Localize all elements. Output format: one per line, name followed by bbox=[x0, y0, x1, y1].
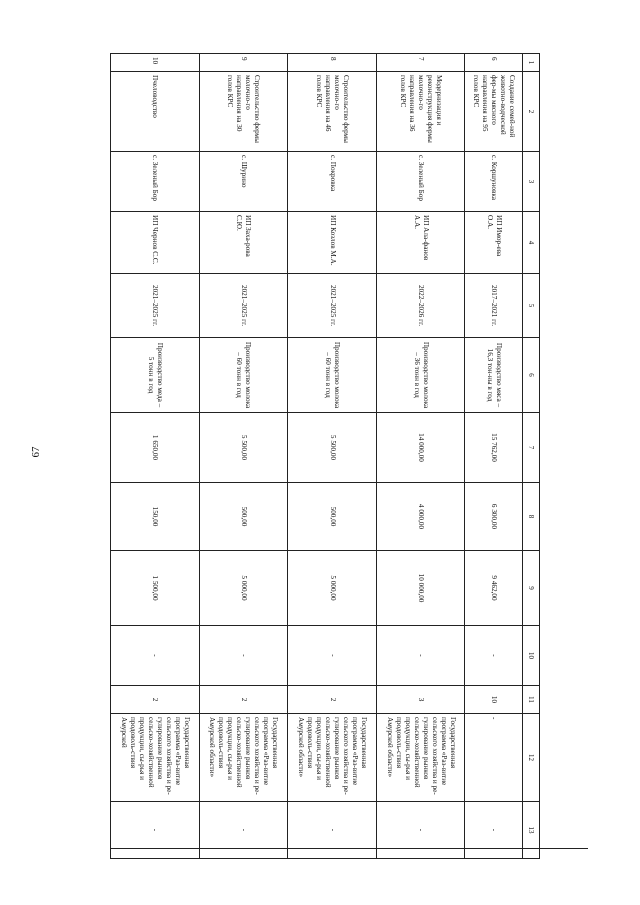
table-row bbox=[288, 54, 377, 859]
table-cell: Производство молока – 36 тонн в год bbox=[376, 338, 465, 413]
bottom-rule bbox=[110, 848, 588, 849]
table-row bbox=[465, 54, 523, 859]
table-cell: ИП Чернов С.С. bbox=[111, 212, 200, 274]
table-cell: Государственная программа «Раз-витие сельского хозяйства и ре-гулирование рынков сельско-хозяйственной продукции, сы-рья и продоволь-ствия Амурской bbox=[111, 714, 200, 802]
table-cell: Модернизация и реконструкция фермы молочно-го направления на 36 голов КРС bbox=[376, 72, 465, 152]
table-row bbox=[376, 54, 465, 859]
table-cell: ИП Козлов М.А. bbox=[288, 212, 377, 274]
table-cell: - bbox=[199, 626, 288, 686]
table-cell: с. Коршуновка bbox=[465, 152, 523, 212]
table-cell: с. Шурино bbox=[199, 152, 288, 212]
table-cell: 9 462,00 bbox=[465, 551, 523, 626]
table-cell: 2 bbox=[111, 686, 200, 714]
table-cell: 2021–2025 гг. bbox=[111, 274, 200, 338]
table-cell: - bbox=[288, 626, 377, 686]
table-cell: - bbox=[465, 802, 523, 859]
column-number-cell: 8 bbox=[523, 483, 540, 551]
column-number-cell: 1 bbox=[523, 54, 540, 72]
table-cell: 4 000,00 bbox=[376, 483, 465, 551]
column-number-row bbox=[523, 54, 540, 859]
column-number-cell: 13 bbox=[523, 802, 540, 859]
table-cell: 1 500,00 bbox=[111, 551, 200, 626]
table-cell: 6 bbox=[465, 54, 523, 72]
table-cell: 9 bbox=[199, 54, 288, 72]
table-cell: Производство молока – 60 тонн в год bbox=[199, 338, 288, 413]
table-cell: 6 300,00 bbox=[465, 483, 523, 551]
table-cell: Государственная программа «Раз-витие сельского хозяйства и ре-гулирование рынков сельско-хозяйственной продукции, сы-рья и продоволь-ствия Амурской области» bbox=[288, 714, 377, 802]
column-number-cell: 12 bbox=[523, 714, 540, 802]
table-cell: 2 bbox=[288, 686, 377, 714]
table-row bbox=[199, 54, 288, 859]
table-cell: - bbox=[465, 714, 523, 802]
column-number-cell: 7 bbox=[523, 413, 540, 483]
table-cell: 2017–2021 гг. bbox=[465, 274, 523, 338]
table-cell: 1 650,00 bbox=[111, 413, 200, 483]
table-cell: 7 bbox=[376, 54, 465, 72]
rotated-table-wrapper bbox=[110, 53, 540, 858]
column-number-cell: 10 bbox=[523, 626, 540, 686]
table-cell: Производство мяса – 16,3 тон-ны в год bbox=[465, 338, 523, 413]
table-cell: 2022–2026 гг. bbox=[376, 274, 465, 338]
table-cell: - bbox=[111, 802, 200, 859]
table-cell: 5 500,00 bbox=[288, 413, 377, 483]
column-number-cell: 9 bbox=[523, 551, 540, 626]
table-cell: 10 bbox=[465, 686, 523, 714]
column-number-cell: 6 bbox=[523, 338, 540, 413]
column-number-cell: 4 bbox=[523, 212, 540, 274]
table-cell: 15 762,00 bbox=[465, 413, 523, 483]
table-cell: - bbox=[465, 626, 523, 686]
table-cell: 150,00 bbox=[111, 483, 200, 551]
table-cell: с. Зеленый Бор bbox=[376, 152, 465, 212]
table-cell: ИП Заха-рова С.Ю. bbox=[199, 212, 288, 274]
column-number-cell: 3 bbox=[523, 152, 540, 212]
table-cell: Производство молока – 60 тонн в год bbox=[288, 338, 377, 413]
table-cell: Пчеловодство bbox=[111, 72, 200, 152]
table-cell: Строительство фермы молочно-го направления на 46 голов КРС bbox=[288, 72, 377, 152]
table-cell: - bbox=[288, 802, 377, 859]
column-number-cell: 11 bbox=[523, 686, 540, 714]
table-cell: - bbox=[376, 802, 465, 859]
table-cell: - bbox=[376, 626, 465, 686]
table-cell: - bbox=[199, 802, 288, 859]
table-cell: 5 000,00 bbox=[199, 551, 288, 626]
table-cell: 500,00 bbox=[199, 483, 288, 551]
table-cell: Создание семей-ной животно-водческой фер-мы мясного направления на 95 голов КРС bbox=[465, 72, 523, 152]
table-cell: с. Покровка bbox=[288, 152, 377, 212]
table-cell: Государственная программа «Раз-витие сельского хозяйства и ре-гулирование рынков сельско-хозяйственной продукции, сы-рья и продоволь-ствия Амурской области» bbox=[199, 714, 288, 802]
column-number-cell: 5 bbox=[523, 274, 540, 338]
table-cell: Производство меда – 5 тонн в год bbox=[111, 338, 200, 413]
table-cell: 10 bbox=[111, 54, 200, 72]
table-cell: Государственная программа «Раз-витие сельского хозяйства и ре-гулирование рынков сельско-хозяйственной продукции, сы-рья и продоволь-ствия Амурской области» bbox=[376, 714, 465, 802]
investment-projects-table bbox=[110, 53, 540, 859]
table-cell: 8 bbox=[288, 54, 377, 72]
table-cell: Строительство фермы молочно-го направления на 30 голов КРС bbox=[199, 72, 288, 152]
table-cell: 2021–2025 гг. bbox=[199, 274, 288, 338]
table-cell: 3 bbox=[376, 686, 465, 714]
table-cell: - bbox=[111, 626, 200, 686]
table-cell: 14 000,00 bbox=[376, 413, 465, 483]
column-number-cell: 2 bbox=[523, 72, 540, 152]
table-cell: с. Зеленый Бор bbox=[111, 152, 200, 212]
table-cell: 2021–2025 гг. bbox=[288, 274, 377, 338]
table-cell: ИП Ала-фанов А.А. bbox=[376, 212, 465, 274]
table-row bbox=[111, 54, 200, 859]
page-number: 67 bbox=[30, 446, 42, 458]
table-cell: 10 000,00 bbox=[376, 551, 465, 626]
table-cell: ИП Имор-ева О.А. bbox=[465, 212, 523, 274]
table-cell: 5 000,00 bbox=[288, 551, 377, 626]
table-cell: 2 bbox=[199, 686, 288, 714]
table-cell: 5 500,00 bbox=[199, 413, 288, 483]
table-cell: 500,00 bbox=[288, 483, 377, 551]
